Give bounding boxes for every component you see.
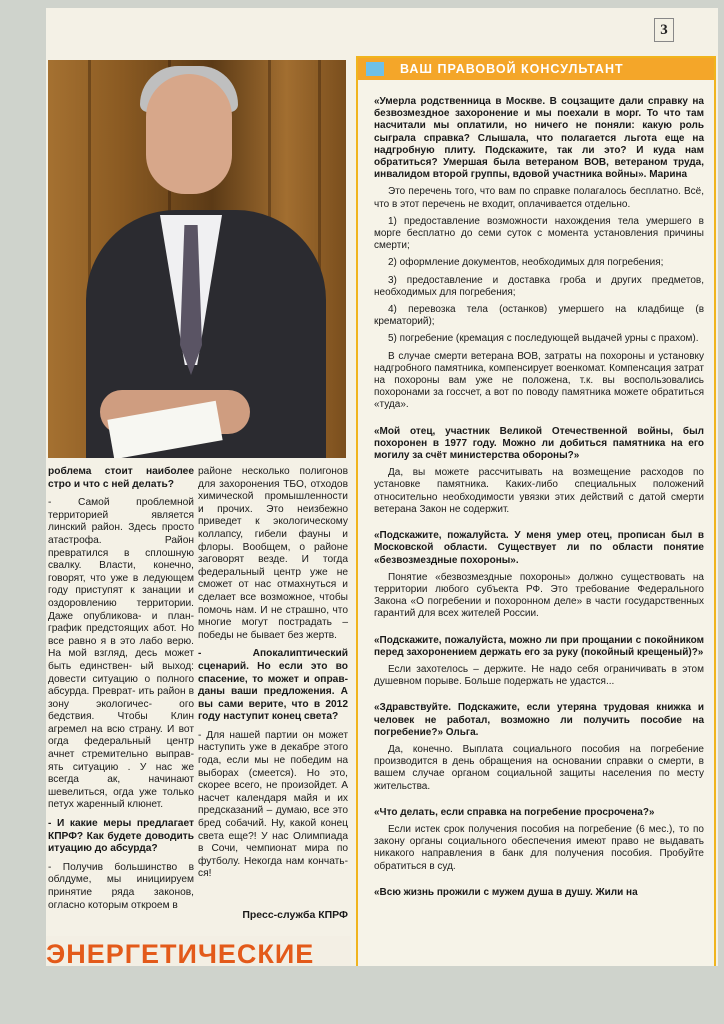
question-paragraph: «Подскажите, пожалуйста. У меня умер отец, прописан был в Московской области. Существует ли по области понятие «безвозмездные похороны». [374,530,704,566]
answer-paragraph: Да, вы можете рассчитывать на возмещение расходов по установке памятника. Каких-либо специальных положений относительно необходимости увязки этих действий с датой смерти ветерана Закон не содержит. [374,467,704,515]
question-paragraph: «Мой отец, участник Великой Отечественной войны, был похоронен в 1977 году. Можно ли добиться памятника на его могилу за счёт министерства обороны?» [374,425,704,462]
page-number: 3 [654,18,674,42]
question-paragraph: «Умерла родственница в Москве. В соцзащите дали справку на безвозмездное захоронение и мы поехали в морг. То что там насчитали мы оплатили, но ничего не поняли: какую роль сыграла справка? Слышала, что полагается льгота еще на надгробную плиту. Подскажите, так ли это? И куда нам обратиться? Умершая была ветераном ВОВ, ветераном труда, инвалидом второй группы, вдовой участника войны». Марина [374,96,704,181]
answer-paragraph: Понятие «безвозмездные похороны» должно существовать на территории любого субъекта РФ. Это требование Федерального Закона «О погребении и похоронном деле» в части государственных гарантий для всех жителей России. [374,571,704,620]
answer-paragraph: В случае смерти ветерана ВОВ, затраты на похороны и установку надгробного памятника, компенсирует военкомат. Компенсация затрат на похороны вам уже не положена, т.к. вы воспользовались похоронами за госсчет, а вот по поводу памятника можете обратиться «туда». [374,350,704,411]
consultant-header [358,58,714,80]
newspaper-page [46,8,718,966]
list-item: 5) погребение (кремация с последующей выдачей урны с прахом). [388,333,699,345]
legal-consultant-section [356,56,716,966]
answer-paragraph: Если истек срок получения пособия на погребение (6 мес.), то по закону органы социального обеспечения имеют право не выдавать никакого направления в банк для получения пособия. Пробуйте обратиться в суд. [374,823,704,872]
list-item: 2) оформление документов, необходимых для погребения; [388,257,664,269]
question-paragraph: «Всю жизнь прожили с мужем душа в душу. Жили на [374,886,638,898]
list-item: 1) предоставление возможности нахождения тела умершего в морге бесплатно до семи суток с момента установления причины смерти; [374,215,704,252]
politician-portrait-photo [48,60,346,458]
question-paragraph: - Апокалиптический сценарий. Но если это во спасение, то может и оправ- даны ваши предложения. А вы сами верите, что в 2012 году наступит конец света? [198,648,348,723]
question-paragraph: «Подскажите, пожалуйста, можно ли при прощании с покойником перед захоронением держать его за руку (покойный крещеный)?» [374,634,704,658]
question-paragraph: «Что делать, если справка на погребение просрочена?» [374,806,655,818]
answer-paragraph: районе несколько полигонов для захоронения ТБО, отходов химической промышленности и прочих. Это неизбежно приведет к экологическому коллапсу, гибели фауны и флоры. Вообщем, о районе заговорят везде. И тогда федеральный центр уже не сможет от нас отмахнуться и сделает все возможное, чтобы помочь нам. И не страшно, что многие могут пострадать – победы не бывает без жертв. [198,466,348,641]
answer-paragraph: Это перечень того, что вам по справке полагалось бесплатно. Всё, что в этот перечень не входит, оплачивается отдельно. [374,186,704,210]
list-item: 3) предоставление и доставка гроба и других предметов, необходимых для погребения; [374,274,704,298]
interview-column-middle [198,466,348,887]
answer-paragraph: Если захотелось – держите. Не надо себя ограничивать в этом душевном порыве. Больше подержать не удастся... [374,663,704,688]
question-paragraph: «Здравствуйте. Подскажите, если утеряна трудовая книжка и человек не работал, возможно ли получить пособие на погребение?» Ольга. [374,702,704,738]
consultant-body [358,80,714,899]
head-shape [146,74,232,194]
consultant-header-title: ВАШ ПРАВОВОЙ КОНСУЛЬТАНТ [400,62,624,76]
interview-column-left [48,466,194,918]
question-paragraph: роблема стоит наиболее стро и что с ней делать? [48,466,194,490]
answer-paragraph: Да, конечно. Выплата социального пособия на погребение производится в день обращения на основании справки о смерти, в вашем случае органом социальной защиты населения по месту жительства. [374,743,704,792]
article-signature: Пресс-служба КПРФ [242,909,348,921]
answer-paragraph: - Получив большинство в облдуме, мы инициируем принятие ряда законов, огласно которым откроем в [48,861,194,911]
list-item: 4) перевозка тела (останков) умершего на кладбище (в крематорий); [374,304,704,328]
section-banner: ЭНЕРГЕТИЧЕСКИЕ [46,936,351,966]
question-paragraph: - И какие меры предлагает КПРФ? Как будете доводить итуацию до абсурда? [48,818,194,855]
answer-paragraph: - Для нашей партии он может наступить уже в декабре этого года, если мы не победим на выборах (смеется). Но это, скорее всего, не произойдет. А насчет календаря майя и их предсказаний – думаю, все это бред собачий. Ну, какой конец света еще?! У нас Олимпиада в Сочи, чемпионат мира по футболу. Некогда нам кончать- ся! [198,729,348,880]
header-square-icon [366,62,384,76]
answer-paragraph: - Самой проблемной территорией является линский район. Здесь просто атастрофа. Район превратился в сплошную свалку. Власти, конечно, говорят, что уже в ледующем году приступят к занации и оздоровлению территории. Даже опубликова- и план-график предстоящих абот. Но все равно я в это лабо верю. На мой взгляд, десь может быть единствен- ый выход: довести ситуацию о полного абсурда. Преврат- ить район в зону экологичес- ого бедствия. Чтобы Клин агремел на всю страну. И вот огда федеральный центр ачнет стремительно выправ- ять ситуацию . У нас же всегда ак, начинают шевелиться, огда уже только петух жаренный клюнет. [48,497,194,811]
